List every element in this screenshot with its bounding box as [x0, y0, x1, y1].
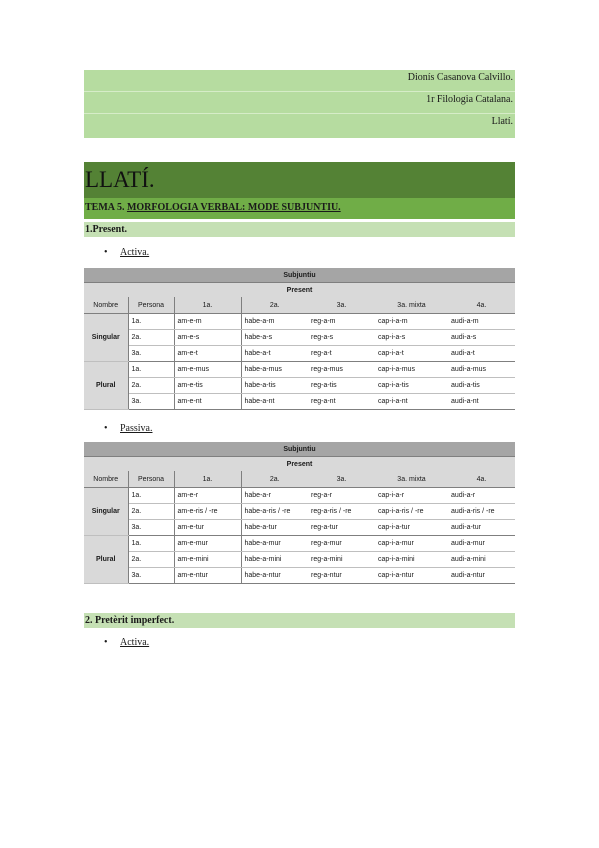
- form-cell: audi-a-tis: [448, 378, 515, 394]
- column-header: 4a.: [448, 297, 515, 314]
- form-cell: audi-a-ris / -re: [448, 504, 515, 520]
- form-cell: cap-i-a-mur: [375, 536, 448, 552]
- form-cell: reg-a-tur: [308, 520, 375, 536]
- table-row: [84, 504, 515, 520]
- form-cell: habe-a-r: [241, 488, 308, 504]
- table-row: [84, 536, 515, 552]
- form-cell: audi-a-tur: [448, 520, 515, 536]
- form-cell: audi-a-mus: [448, 362, 515, 378]
- table-row: [84, 394, 515, 410]
- form-cell: reg-a-s: [308, 330, 375, 346]
- form-cell: cap-i-a-tis: [375, 378, 448, 394]
- table-row: [84, 552, 515, 568]
- form-cell: am-e-mur: [174, 536, 241, 552]
- person-cell: 1a.: [128, 536, 174, 552]
- form-cell: reg-a-mus: [308, 362, 375, 378]
- column-header: 1a.: [174, 471, 241, 488]
- form-cell: am-e-ris / -re: [174, 504, 241, 520]
- form-cell: cap-i-a-t: [375, 346, 448, 362]
- form-cell: habe-a-mus: [241, 362, 308, 378]
- document-header: [84, 70, 515, 138]
- column-header: Nombre: [84, 297, 128, 314]
- form-cell: am-e-mini: [174, 552, 241, 568]
- form-cell: am-e-nt: [174, 394, 241, 410]
- column-header: 2a.: [241, 471, 308, 488]
- form-cell: cap-i-a-tur: [375, 520, 448, 536]
- bullet-passiva: [104, 423, 153, 435]
- bullet-activa-label: Activa.: [120, 247, 150, 258]
- form-cell: reg-a-ntur: [308, 568, 375, 584]
- form-cell: cap-i-a-mus: [375, 362, 448, 378]
- form-cell: habe-a-nt: [241, 394, 308, 410]
- table-title: Subjuntiu: [84, 442, 515, 457]
- form-cell: reg-a-nt: [308, 394, 375, 410]
- form-cell: audi-a-ntur: [448, 568, 515, 584]
- person-cell: 3a.: [128, 568, 174, 584]
- person-cell: 2a.: [128, 330, 174, 346]
- column-header: 3a. mixta: [375, 297, 448, 314]
- number-group-label: Plural: [84, 362, 128, 410]
- form-cell: cap-i-a-ris / -re: [375, 504, 448, 520]
- form-cell: habe-a-mini: [241, 552, 308, 568]
- bullet-dot-icon: •: [104, 637, 108, 648]
- person-cell: 1a.: [128, 362, 174, 378]
- column-header: Persona: [128, 297, 174, 314]
- person-cell: 3a.: [128, 520, 174, 536]
- form-cell: habe-a-tur: [241, 520, 308, 536]
- form-cell: reg-a-mur: [308, 536, 375, 552]
- tema-prefix: TEMA 5.: [85, 202, 125, 213]
- form-cell: audi-a-nt: [448, 394, 515, 410]
- column-header: 3a.: [308, 297, 375, 314]
- form-cell: am-e-tis: [174, 378, 241, 394]
- form-cell: reg-a-mini: [308, 552, 375, 568]
- number-group-label: Singular: [84, 314, 128, 362]
- person-cell: 2a.: [128, 504, 174, 520]
- activa-conjugation-table: [84, 268, 515, 410]
- course-name: 1r Filologia Catalana.: [84, 92, 515, 114]
- column-header: 2a.: [241, 297, 308, 314]
- form-cell: am-e-ntur: [174, 568, 241, 584]
- table-row: [84, 330, 515, 346]
- form-cell: cap-i-a-r: [375, 488, 448, 504]
- column-header: Persona: [128, 471, 174, 488]
- tema-title: MORFOLOGIA VERBAL: MODE SUBJUNTIU.: [126, 202, 341, 213]
- table-subtitle: Present: [84, 283, 515, 298]
- table-row: [84, 346, 515, 362]
- form-cell: cap-i-a-nt: [375, 394, 448, 410]
- form-cell: habe-a-ris / -re: [241, 504, 308, 520]
- form-cell: audi-a-s: [448, 330, 515, 346]
- person-cell: 3a.: [128, 394, 174, 410]
- table-title: Subjuntiu: [84, 268, 515, 283]
- form-cell: habe-a-mur: [241, 536, 308, 552]
- section-present-heading: 1.Present.: [84, 222, 515, 237]
- form-cell: am-e-r: [174, 488, 241, 504]
- table-row: [84, 568, 515, 584]
- author-name: Dionís Casanova Calvillo.: [84, 70, 515, 92]
- bullet-activa-imperfect-label: Activa.: [120, 637, 150, 648]
- form-cell: habe-a-ntur: [241, 568, 308, 584]
- bullet-activa-imperfect: [104, 637, 149, 649]
- form-cell: am-e-tur: [174, 520, 241, 536]
- person-cell: 1a.: [128, 488, 174, 504]
- passiva-conjugation-table: [84, 442, 515, 584]
- form-cell: habe-a-tis: [241, 378, 308, 394]
- section-imperfect-heading: 2. Pretèrit imperfect.: [84, 613, 515, 628]
- table-row: [84, 314, 515, 330]
- table-subtitle: Present: [84, 457, 515, 472]
- table-row: [84, 378, 515, 394]
- bullet-activa: [104, 247, 149, 259]
- bullet-passiva-label: Passiva.: [120, 423, 153, 434]
- form-cell: audi-a-m: [448, 314, 515, 330]
- bullet-dot-icon: •: [104, 423, 108, 434]
- form-cell: cap-i-a-m: [375, 314, 448, 330]
- person-cell: 2a.: [128, 378, 174, 394]
- column-header: 3a. mixta: [375, 471, 448, 488]
- column-header: 4a.: [448, 471, 515, 488]
- form-cell: cap-i-a-ntur: [375, 568, 448, 584]
- form-cell: reg-a-ris / -re: [308, 504, 375, 520]
- number-group-label: Singular: [84, 488, 128, 536]
- subject-name: Llatí.: [491, 116, 513, 127]
- form-cell: audi-a-r: [448, 488, 515, 504]
- bullet-dot-icon: •: [104, 247, 108, 258]
- person-cell: 3a.: [128, 346, 174, 362]
- person-cell: 1a.: [128, 314, 174, 330]
- number-group-label: Plural: [84, 536, 128, 584]
- form-cell: habe-a-t: [241, 346, 308, 362]
- form-cell: habe-a-m: [241, 314, 308, 330]
- table-row: [84, 488, 515, 504]
- form-cell: reg-a-t: [308, 346, 375, 362]
- form-cell: reg-a-m: [308, 314, 375, 330]
- form-cell: audi-a-mini: [448, 552, 515, 568]
- form-cell: habe-a-s: [241, 330, 308, 346]
- form-cell: am-e-t: [174, 346, 241, 362]
- form-cell: audi-a-t: [448, 346, 515, 362]
- tema-heading: [84, 198, 515, 219]
- column-header: 3a.: [308, 471, 375, 488]
- form-cell: reg-a-r: [308, 488, 375, 504]
- table-row: [84, 362, 515, 378]
- form-cell: am-e-s: [174, 330, 241, 346]
- document-title: LLATÍ.: [84, 162, 515, 198]
- column-header: 1a.: [174, 297, 241, 314]
- column-header: Nombre: [84, 471, 128, 488]
- form-cell: cap-i-a-mini: [375, 552, 448, 568]
- form-cell: cap-i-a-s: [375, 330, 448, 346]
- table-row: [84, 520, 515, 536]
- form-cell: audi-a-mur: [448, 536, 515, 552]
- form-cell: am-e-mus: [174, 362, 241, 378]
- form-cell: reg-a-tis: [308, 378, 375, 394]
- form-cell: am-e-m: [174, 314, 241, 330]
- person-cell: 2a.: [128, 552, 174, 568]
